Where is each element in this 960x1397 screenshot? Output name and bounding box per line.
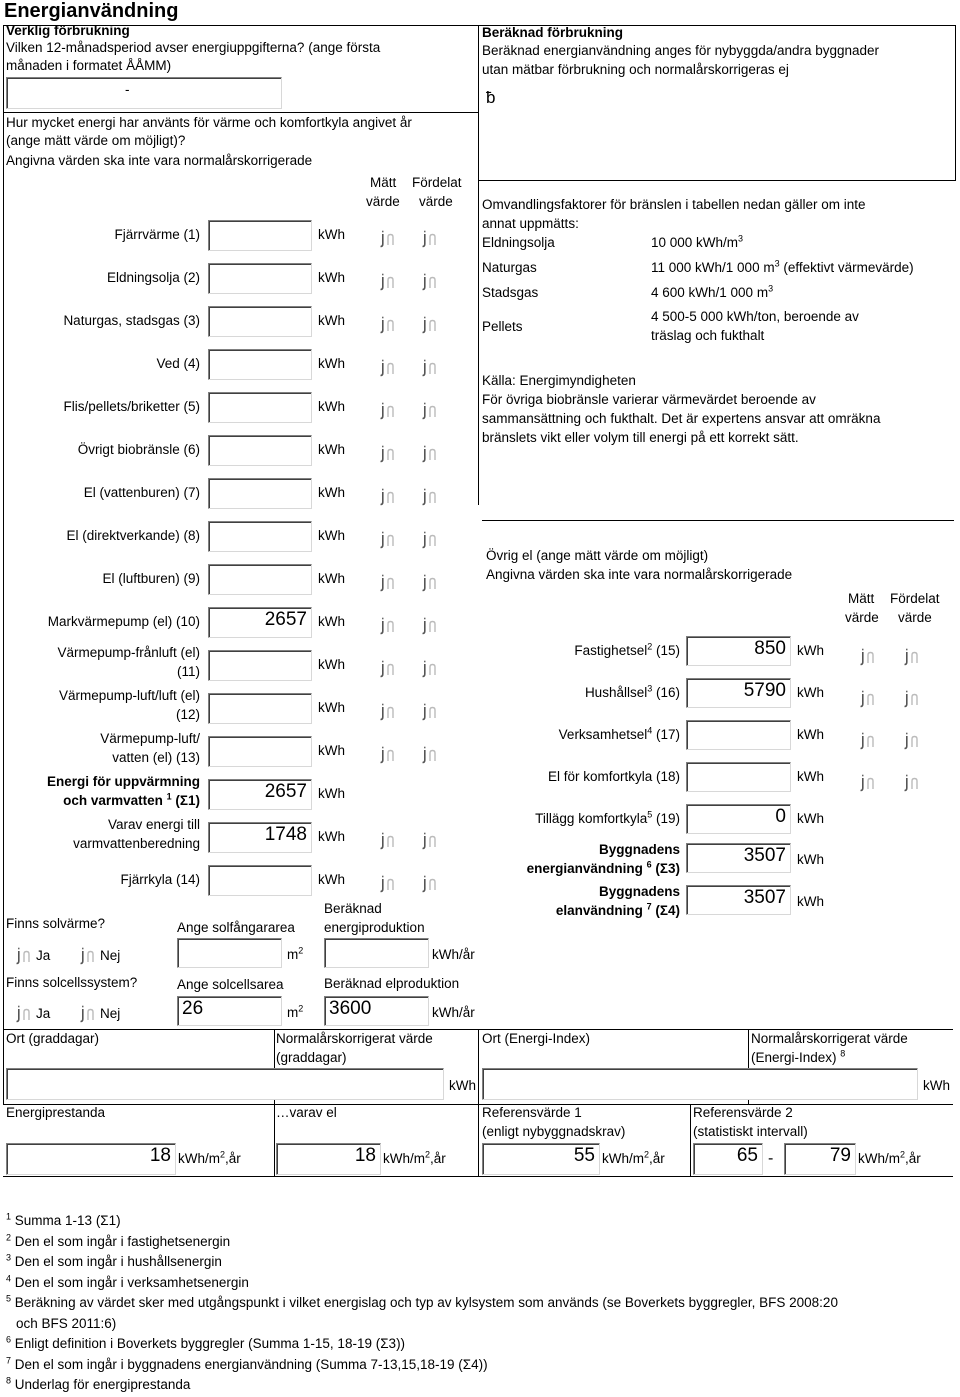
left-row-input xyxy=(208,779,312,810)
fordelat-checkbox[interactable] xyxy=(420,531,436,549)
factor-value-4b: träslag och fukthalt xyxy=(651,328,765,343)
label-sup: 4 xyxy=(647,725,653,736)
footnote-number: 8 xyxy=(6,1375,12,1386)
solar-calc-unit: kWh/år xyxy=(432,947,475,962)
factor-name-1: Eldningsolja xyxy=(482,235,555,250)
fordelat-checkbox[interactable] xyxy=(420,617,436,635)
norm-index-label-1: Normalårskorrigerat värde xyxy=(751,1031,908,1046)
sum4-output: 3507 xyxy=(686,885,791,915)
right-row-value: 850 xyxy=(754,638,786,659)
left-row-label: Ved (4) xyxy=(156,356,200,371)
factor-value-4a: 4 500-5 000 kWh/ton, beroende av xyxy=(651,309,859,324)
matt-checkbox[interactable] xyxy=(378,273,394,291)
source-1: Källa: Energimyndigheten xyxy=(482,373,636,388)
footnote-text: Beräkning av värdet sker med utgångspunkt i vilket energislag och typ av kylsystem som används (se Boverkets byggregler, BFS 2008:20 xyxy=(14,1295,838,1310)
sum4-unit: kWh xyxy=(797,894,824,909)
left-row-unit: kWh xyxy=(318,743,345,758)
left-row-input[interactable] xyxy=(208,650,312,681)
footnote-continuation: och BFS 2011:6) xyxy=(16,1315,117,1331)
label-sup: 5 xyxy=(647,809,653,820)
left-row-input[interactable] xyxy=(208,392,312,423)
footnote xyxy=(6,1233,230,1252)
label-part: Verksamhetsel xyxy=(558,727,648,742)
left-row-input[interactable] xyxy=(208,607,312,638)
beraknad-checkbox[interactable]: ƀ xyxy=(486,88,496,107)
left-row-label-2 xyxy=(0,792,200,811)
matt-checkbox[interactable] xyxy=(378,402,394,420)
varav-el-output: 18 xyxy=(276,1143,381,1175)
left-row-label: Flis/pellets/briketter (5) xyxy=(63,399,200,414)
solar-yes-label: Ja xyxy=(36,948,51,963)
graddagar-unit: kWh xyxy=(449,1078,476,1093)
rule-right-2 xyxy=(478,180,956,181)
solar-area-label: Ange solfångararea xyxy=(177,920,295,935)
norm-graddagar-label-1: Normalårskorrigerat värde xyxy=(276,1031,433,1046)
solar-no-label: Nej xyxy=(100,948,121,963)
matt-checkbox[interactable] xyxy=(378,488,394,506)
pv-area-value: 26 xyxy=(182,998,204,1019)
fordelat-checkbox[interactable] xyxy=(420,316,436,334)
fordelat-checkbox[interactable] xyxy=(420,574,436,592)
ovrig-note: Angivna värden ska inte vara normalårskorrigerade xyxy=(486,567,793,582)
pv-calc-label: Beräknad elproduktion xyxy=(324,976,460,991)
solar-question: Finns solvärme? xyxy=(6,916,106,931)
ort-index-input[interactable] xyxy=(482,1068,918,1100)
footnote-text: Summa 1-13 (Σ1) xyxy=(14,1213,121,1228)
right-row-value: 0 xyxy=(775,806,786,827)
footnote xyxy=(6,1356,488,1375)
solar-no-radio[interactable] xyxy=(78,947,94,965)
period-dash: - xyxy=(125,82,130,97)
left-row-label: Fjärrvärme (1) xyxy=(114,227,200,242)
left-row-label-1: Energi för uppvärmning xyxy=(46,774,200,789)
solar-area-unit: $m^2$ xyxy=(287,945,304,962)
footnote-text: Underlag för energiprestanda xyxy=(14,1377,191,1392)
left-row-unit: kWh xyxy=(318,442,345,457)
sum4-label-2: elanvändning $^7$ (Σ4) xyxy=(555,901,680,918)
left-row-input[interactable] xyxy=(208,220,312,251)
matt-checkbox[interactable] xyxy=(378,832,394,850)
right-border xyxy=(955,25,956,180)
left-row-label-2: vatten (el) (13) xyxy=(112,750,200,765)
left-row-unit: kWh xyxy=(318,356,345,371)
sum4-label-1: Byggnadens xyxy=(598,884,680,899)
left-row-label: Eldningsolja (2) xyxy=(106,270,200,285)
footnote-text: Den el som ingår i byggnadens energianvändning (Summa 7-13,15,18-19 (Σ4)) xyxy=(14,1356,488,1372)
r-matt-checkbox[interactable] xyxy=(858,648,874,666)
left-row-label-2: varmvattenberedning xyxy=(73,836,200,851)
left-row-input[interactable] xyxy=(208,736,312,767)
footnote xyxy=(6,1212,121,1231)
left-row-input[interactable] xyxy=(208,435,312,466)
fordelat-checkbox[interactable] xyxy=(420,402,436,420)
left-row-unit: kWh xyxy=(318,227,345,242)
factor-name-3: Stadsgas xyxy=(482,285,539,300)
ort-index-label: Ort (Energi-Index) xyxy=(482,1031,591,1046)
matt-checkbox[interactable] xyxy=(378,660,394,678)
left-row-label: Fjärrkyla (14) xyxy=(120,872,200,887)
left-row-input[interactable] xyxy=(208,478,312,509)
ref2-min-output: 65 xyxy=(693,1143,763,1175)
source-3: sammansättning och fukthalt. Det är expertens ansvar att omräkna xyxy=(482,411,881,426)
right-row-label xyxy=(440,726,680,745)
footnote xyxy=(6,1253,222,1272)
fordelat-checkbox[interactable] xyxy=(420,359,436,377)
solar-calc-label-2: energiproduktion xyxy=(324,920,425,935)
footnote xyxy=(6,1294,838,1313)
sum3-label-2: energianvändning $^6$ (Σ3) xyxy=(526,859,680,876)
left-row-input[interactable] xyxy=(208,564,312,595)
period-question-2: månaden i formatet ÅÅMM) xyxy=(6,58,172,73)
pv-no-label: Nej xyxy=(100,1006,121,1021)
fordelat-checkbox[interactable] xyxy=(420,445,436,463)
pv-yes-label: Ja xyxy=(36,1006,51,1021)
right-row-unit: kWh xyxy=(797,643,824,658)
matt-checkbox[interactable] xyxy=(378,230,394,248)
r-matt-checkbox[interactable] xyxy=(858,690,874,708)
source-2: För övriga biobränsle varierar värmevärdet beroende av xyxy=(482,392,816,407)
right-row-label xyxy=(440,642,680,661)
left-row-unit: kWh xyxy=(318,485,345,500)
left-row-label-2: (12) xyxy=(175,707,200,722)
period-input[interactable] xyxy=(6,77,282,109)
left-row-unit: kWh xyxy=(318,872,345,887)
footnote-number: 4 xyxy=(6,1273,12,1283)
col-fordelat-1: Fördelat xyxy=(412,175,462,190)
omv-text-1: Omvandlingsfaktorer för bränslen i tabellen nedan gäller om inte xyxy=(482,197,866,212)
solar-area-input[interactable] xyxy=(177,938,282,968)
energiprestanda-output: 18 xyxy=(6,1143,176,1175)
footnote-number: 2 xyxy=(6,1232,12,1242)
footnote-text: Den el som ingår i hushållsenergin xyxy=(14,1254,222,1269)
pv-no-radio[interactable] xyxy=(78,1005,94,1023)
rule-right-3 xyxy=(482,520,954,521)
left-row-unit: kWh xyxy=(318,829,345,844)
solar-calc-label-1: Beräknad xyxy=(324,901,382,916)
left-row-label-1: Varav energi till xyxy=(107,817,200,832)
left-row-input[interactable] xyxy=(208,865,312,896)
pv-area-input[interactable] xyxy=(177,996,282,1026)
rule-left-2 xyxy=(3,112,479,113)
right-row-value: 5790 xyxy=(743,680,786,701)
fordelat-checkbox[interactable] xyxy=(420,832,436,850)
matt-checkbox[interactable] xyxy=(378,574,394,592)
ep-unit: kWh/$m^2,år$ xyxy=(178,1149,241,1166)
r-fordelat-checkbox[interactable] xyxy=(902,774,918,792)
vline-b2 xyxy=(478,1029,479,1176)
r-col-matt-1: Mätt xyxy=(848,591,875,606)
col-fordelat-2: värde xyxy=(419,194,453,209)
pv-area-unit: $m^2$ xyxy=(287,1003,304,1020)
factor-value-2: 11 000 kWh/1 000 $m^3$ (effektivt värmevärde) xyxy=(651,258,914,275)
label-part: (15) xyxy=(652,643,680,658)
r-fordelat-checkbox[interactable] xyxy=(902,690,918,708)
right-row-unit: kWh xyxy=(797,727,824,742)
energy-note: Angivna värden ska inte vara normalårskorrigerade xyxy=(6,153,313,168)
footnote-number: 6 xyxy=(6,1334,12,1345)
right-row-input[interactable] xyxy=(686,720,791,750)
verklig-title: Verklig förbrukning xyxy=(6,23,130,38)
footnote xyxy=(6,1335,405,1354)
col-matt-2: värde xyxy=(366,194,400,209)
label-part: (19) xyxy=(652,811,680,826)
ovrig-question: Övrig el (ange mätt värde om möjligt) xyxy=(486,548,709,563)
footnote xyxy=(6,1274,249,1293)
fordelat-checkbox[interactable] xyxy=(420,660,436,678)
ort-graddagar-input[interactable] xyxy=(6,1068,444,1100)
left-row-label: El (direktverkande) (8) xyxy=(66,528,200,543)
factor-name-4: Pellets xyxy=(482,319,523,334)
sum3-unit: kWh xyxy=(797,852,824,867)
left-row-unit: kWh xyxy=(318,614,345,629)
left-row-input[interactable] xyxy=(208,693,312,724)
left-row-label: El (luftburen) (9) xyxy=(102,571,200,586)
pv-question: Finns solcellssystem? xyxy=(6,975,138,990)
ref1-output: 55 xyxy=(482,1143,600,1175)
label-sup: 3 xyxy=(647,683,653,694)
left-row-value: 2657 xyxy=(264,609,307,630)
r-fordelat-checkbox[interactable] xyxy=(902,648,918,666)
ref2-label-1: Referensvärde 2 xyxy=(693,1105,793,1120)
label-part: (Σ1) xyxy=(171,793,200,808)
r-col-fordelat-2: värde xyxy=(898,610,932,625)
sum3-label-1: Byggnadens xyxy=(598,842,680,857)
matt-checkbox[interactable] xyxy=(378,531,394,549)
matt-checkbox[interactable] xyxy=(378,359,394,377)
left-row-unit: kWh xyxy=(318,700,345,715)
col-matt-1: Mätt xyxy=(370,175,397,190)
index-unit: kWh xyxy=(923,1078,950,1093)
left-row-unit: kWh xyxy=(318,528,345,543)
beraknad-text-1: Beräknad energianvändning anges för nybyggda/andra byggnader xyxy=(482,43,880,58)
left-row-unit: kWh xyxy=(318,786,345,801)
r-fordelat-checkbox[interactable] xyxy=(902,732,918,750)
left-row-label: El (vattenburen) (7) xyxy=(83,485,200,500)
left-row-label: Övrigt biobränsle (6) xyxy=(77,442,200,457)
left-row-unit: kWh xyxy=(318,399,345,414)
vline-b1 xyxy=(274,1029,275,1176)
pv-area-label: Ange solcellsarea xyxy=(177,977,284,992)
right-row-input[interactable] xyxy=(686,762,791,792)
ref1-unit: kWh/$m^2,år$ xyxy=(602,1149,665,1166)
period-question-1: Vilken 12-månadsperiod avser energiuppgifterna? (ange första xyxy=(6,40,381,55)
label-part: (18) xyxy=(652,769,680,784)
label-part: Fastighetsel xyxy=(574,643,648,658)
fordelat-checkbox[interactable] xyxy=(420,703,436,721)
left-row-label-1: Värmepump-frånluft (el) xyxy=(57,645,200,660)
factor-name-2: Naturgas xyxy=(482,260,537,275)
right-row-label xyxy=(440,810,680,829)
label-part: Tillägg komfortkyla xyxy=(535,811,648,826)
label-part: (16) xyxy=(652,685,680,700)
left-row-input[interactable] xyxy=(208,822,312,853)
left-row-label-1: Värmepump-luft/ xyxy=(100,731,200,746)
ref2-label-2: (statistiskt intervall) xyxy=(693,1124,808,1139)
matt-checkbox[interactable] xyxy=(378,316,394,334)
matt-checkbox[interactable] xyxy=(378,445,394,463)
footnote-text: Den el som ingår i fastighetsenergin xyxy=(14,1233,231,1249)
fordelat-checkbox[interactable] xyxy=(420,230,436,248)
ref1-label-2: (enligt nybyggnadskrav) xyxy=(482,1124,626,1139)
pv-calc-input[interactable] xyxy=(324,996,429,1026)
ref2-dash: - xyxy=(768,1150,774,1167)
right-row-input[interactable] xyxy=(686,636,791,666)
left-row-input[interactable] xyxy=(208,263,312,294)
left-row-label-2: (11) xyxy=(176,664,200,679)
r-matt-checkbox[interactable] xyxy=(858,774,874,792)
label-sup: 1 xyxy=(166,791,172,802)
right-row-input[interactable] xyxy=(686,678,791,708)
footnote-text: Den el som ingår i verksamhetsenergin xyxy=(14,1274,249,1290)
energy-question-2: (ange mätt värde om möjligt)? xyxy=(6,133,186,148)
left-row-unit: kWh xyxy=(318,270,345,285)
footnote-number: 7 xyxy=(6,1355,12,1365)
beraknad-title: Beräknad förbrukning xyxy=(482,25,624,40)
right-row-unit: kWh xyxy=(797,685,824,700)
left-row-unit: kWh xyxy=(318,657,345,672)
norm-index-label-2: (Energi-Index) $^8$ xyxy=(751,1048,846,1065)
energiprestanda-label: Energiprestanda xyxy=(6,1105,106,1120)
middle-divider xyxy=(478,25,479,505)
label-part: (17) xyxy=(652,727,680,742)
omv-text-2: annat uppmätts: xyxy=(482,216,579,231)
el-unit: kWh/$m^2,år$ xyxy=(383,1149,446,1166)
right-row-label xyxy=(440,684,680,703)
ref1-label-1: Referensvärde 1 xyxy=(482,1105,582,1120)
left-row-label: Markvärmepump (el) (10) xyxy=(47,614,200,629)
pv-calc-value: 3600 xyxy=(329,998,372,1019)
footnote-number: 5 xyxy=(6,1293,12,1304)
norm-graddagar-label-2: (graddagar) xyxy=(276,1050,347,1065)
fordelat-checkbox[interactable] xyxy=(420,746,436,764)
matt-checkbox[interactable] xyxy=(378,746,394,764)
r-col-fordelat-1: Fördelat xyxy=(890,591,940,606)
varav-el-label: …varav el xyxy=(276,1105,337,1120)
right-row-input[interactable] xyxy=(686,804,791,834)
pv-calc-unit: kWh/år xyxy=(432,1005,475,1020)
factor-value-3: 4 600 kWh/1 000 $m^3$ xyxy=(651,283,774,300)
source-4: bränslets vikt eller volym till energi på ett korrekt sätt. xyxy=(482,430,799,445)
page-title: Energianvändning xyxy=(4,0,179,22)
vline-b4 xyxy=(690,1104,691,1176)
label-part: El för komfortkyla xyxy=(547,769,653,784)
footnote-number: 1 xyxy=(6,1211,12,1222)
left-row-value: 1748 xyxy=(264,824,307,845)
right-row-unit: kWh xyxy=(797,811,824,826)
r-matt-checkbox[interactable] xyxy=(858,732,874,750)
fordelat-checkbox[interactable] xyxy=(420,875,436,893)
matt-checkbox[interactable] xyxy=(378,703,394,721)
right-row-unit: kWh xyxy=(797,769,824,784)
left-row-input[interactable] xyxy=(208,349,312,380)
left-row-unit: kWh xyxy=(318,571,345,586)
label-sup: 2 xyxy=(647,641,653,652)
sum3-output: 3507 xyxy=(686,843,791,873)
pv-yes-radio[interactable] xyxy=(14,1005,30,1023)
label-part: Hushållsel xyxy=(584,685,648,700)
footnote-number: 3 xyxy=(6,1252,12,1263)
energy-question-1: Hur mycket energi har använts för värme och komfortkyla angivet år xyxy=(6,115,412,130)
rule-bottom-3 xyxy=(3,1176,953,1177)
left-row-label: Naturgas, stadsgas (3) xyxy=(63,313,200,328)
ref2-unit: kWh/$m^2,år$ xyxy=(858,1149,921,1166)
matt-checkbox[interactable] xyxy=(378,617,394,635)
left-border xyxy=(3,25,4,1105)
left-row-value: 2657 xyxy=(264,781,307,802)
solar-calc-input[interactable] xyxy=(324,938,429,968)
right-row-label xyxy=(440,768,680,787)
footnote xyxy=(6,1376,190,1395)
left-row-input[interactable] xyxy=(208,521,312,552)
left-row-input[interactable] xyxy=(208,306,312,337)
fordelat-checkbox[interactable] xyxy=(420,488,436,506)
label-part: och varmvatten xyxy=(63,793,167,808)
fordelat-checkbox[interactable] xyxy=(420,273,436,291)
left-row-label-1: Värmepump-luft/luft (el) xyxy=(58,688,200,703)
left-row-unit: kWh xyxy=(318,313,345,328)
ort-graddagar-label: Ort (graddagar) xyxy=(6,1031,100,1046)
r-col-matt-2: värde xyxy=(845,610,879,625)
factor-value-1: 10 000 kWh/$m^3$ xyxy=(651,233,744,250)
beraknad-text-2: utan mätbar förbrukning och normalårskorrigeras ej xyxy=(482,62,789,77)
ref2-max-output: 79 xyxy=(784,1143,856,1175)
solar-yes-radio[interactable] xyxy=(14,947,30,965)
footnote-text: Enligt definition i Boverkets byggregler (Summa 1-15, 18-19 (Σ3)) xyxy=(14,1336,406,1351)
matt-checkbox[interactable] xyxy=(378,875,394,893)
